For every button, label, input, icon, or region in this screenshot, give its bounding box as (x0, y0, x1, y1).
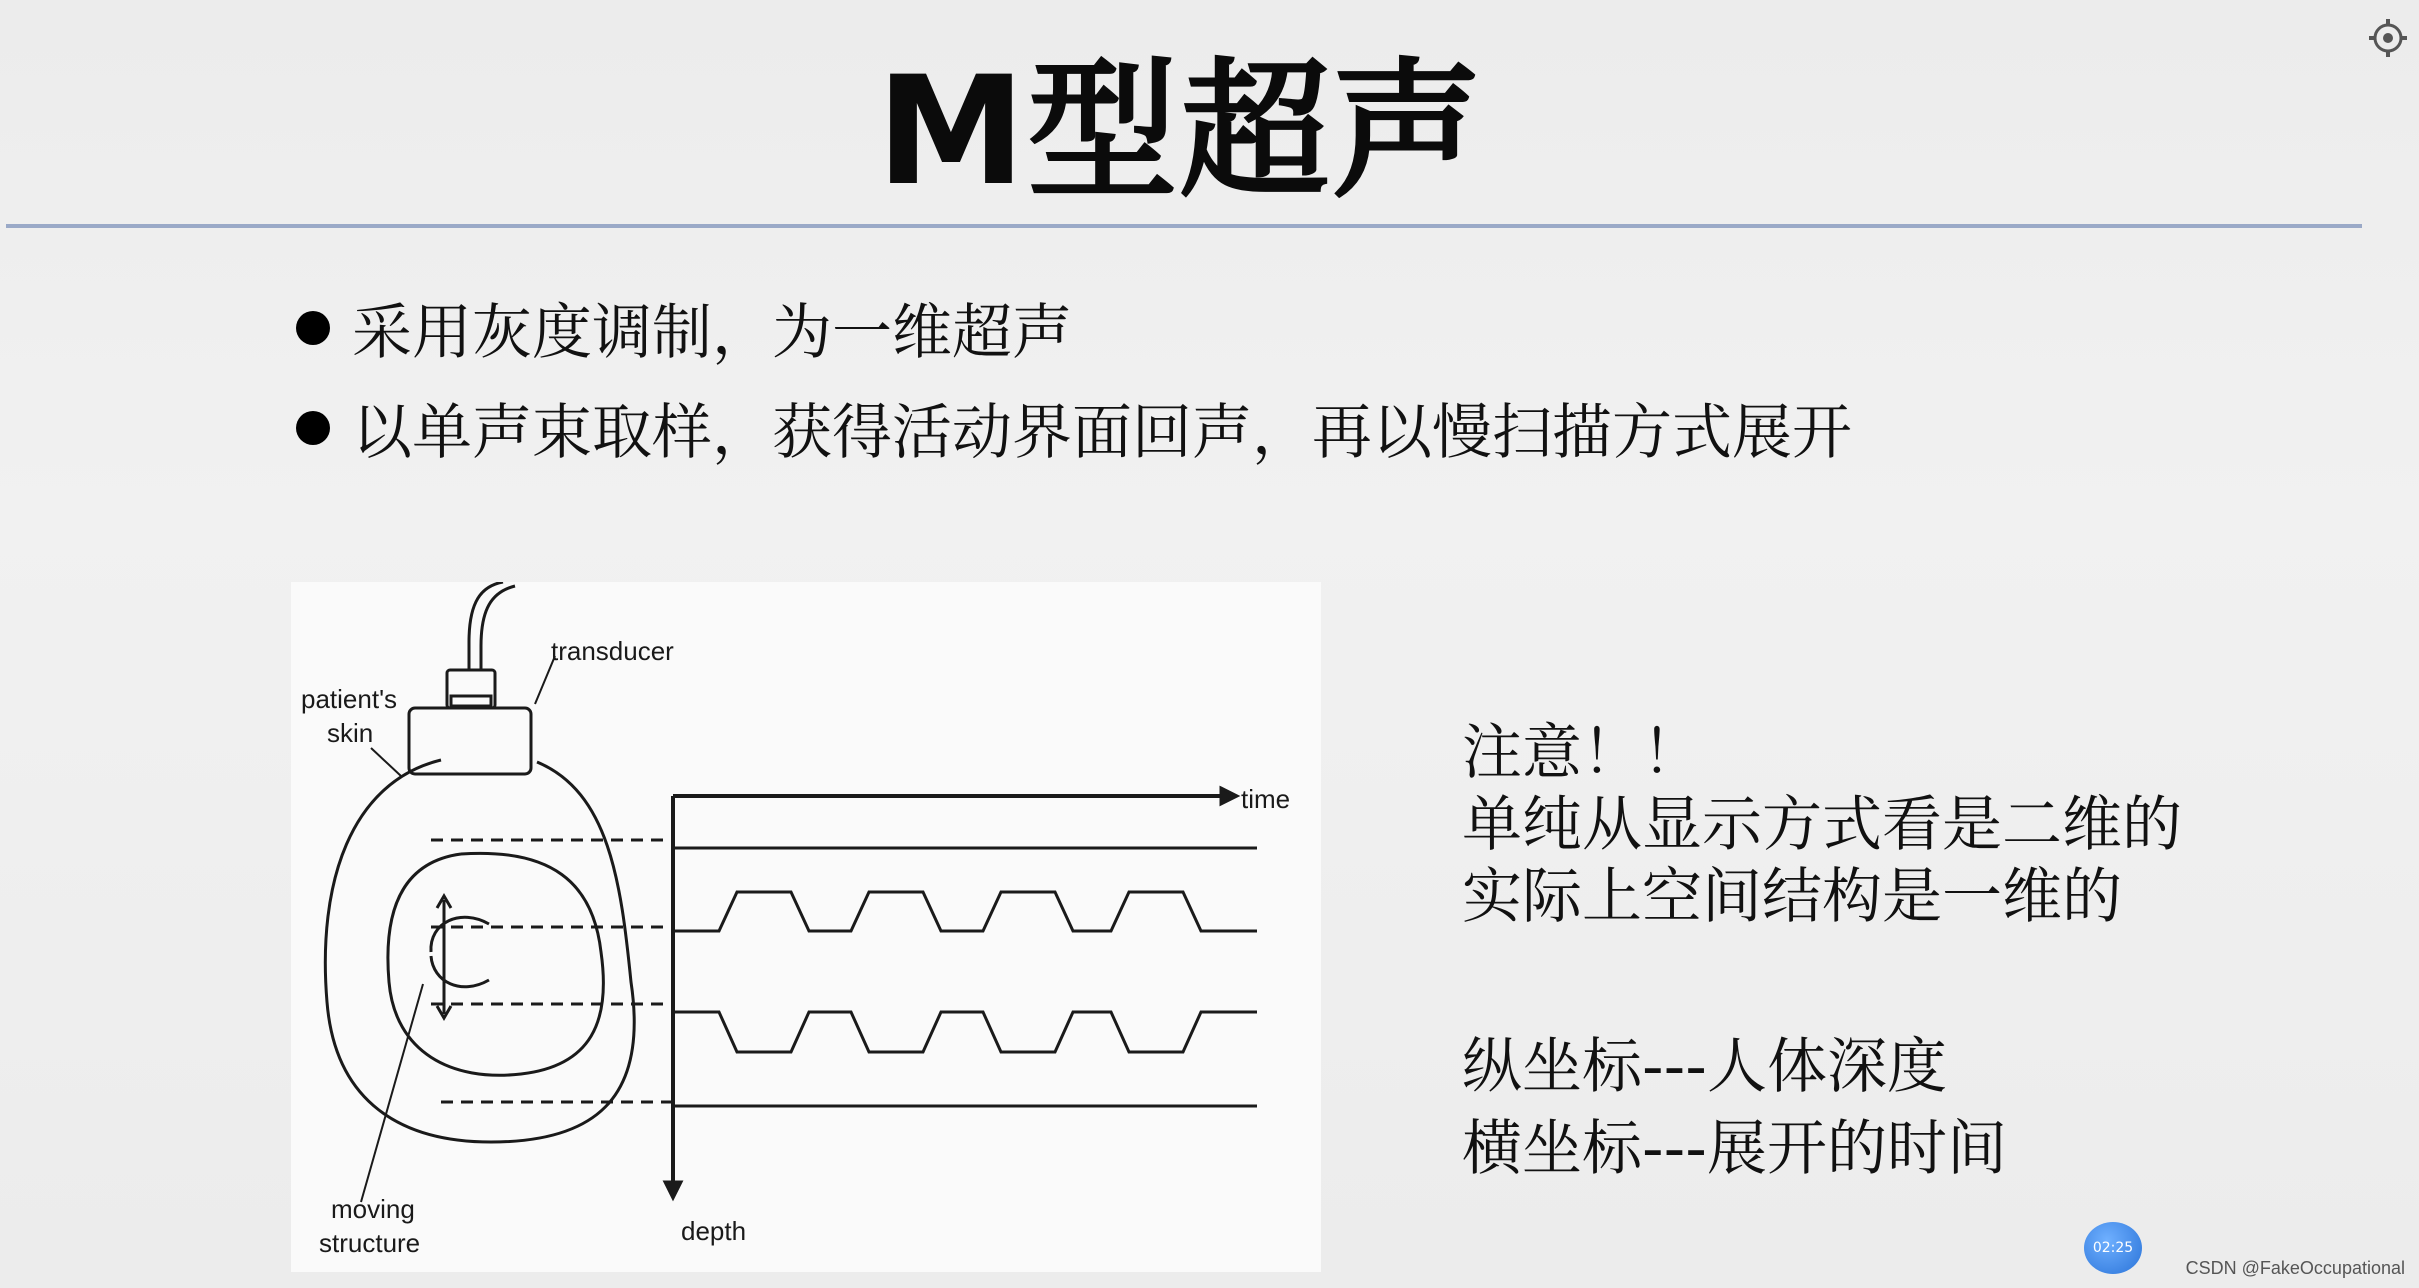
note-line: 横坐标---展开的时间 (1462, 1114, 2007, 1184)
moving-structure-label: moving (331, 1194, 415, 1224)
moving-structure-label: structure (319, 1228, 421, 1258)
time-axis-label: time (1241, 784, 1291, 814)
transducer-icon (447, 670, 495, 708)
trace-moving-upper (675, 892, 1257, 931)
bullet-dot-icon (296, 411, 330, 445)
bullet-item (296, 278, 1852, 378)
video-timer-badge[interactable]: 02:25 (2084, 1222, 2142, 1274)
echo-projection-lines (431, 840, 673, 1102)
skin-outline (325, 760, 634, 1142)
bullet-item (296, 378, 1852, 478)
inner-structure-outline (388, 853, 604, 1075)
note-line: 单纯从显示方式看是二维的 (1462, 790, 2182, 860)
bullet-dot-icon (296, 311, 330, 345)
trace-moving-lower (675, 1012, 1257, 1052)
settings-gear-icon[interactable] (2366, 16, 2410, 60)
note-line: 纵坐标---人体深度 (1462, 1032, 1947, 1102)
bullet-text: 采用灰度调制，为一维超声 (352, 298, 1072, 368)
skin-label: patient's (301, 684, 398, 714)
depth-axis-label: depth (681, 1216, 747, 1246)
note-line: 实际上空间结构是一维的 (1462, 862, 2122, 932)
note-line: 注意！！ (1462, 718, 1702, 788)
moving-structure-icon (431, 917, 489, 952)
watermark: CSDN @FakeOccupational (2185, 1258, 2405, 1278)
title-divider (6, 224, 2362, 228)
slide-title: M型超声 (876, 45, 1484, 219)
bullet-list (296, 278, 1852, 478)
m-mode-diagram (291, 582, 1321, 1272)
bullet-text: 以单声束取样，获得活动界面回声，再以慢扫描方式展开 (352, 398, 1852, 468)
transducer-label: transducer (551, 636, 674, 666)
skin-label: skin (327, 718, 374, 748)
